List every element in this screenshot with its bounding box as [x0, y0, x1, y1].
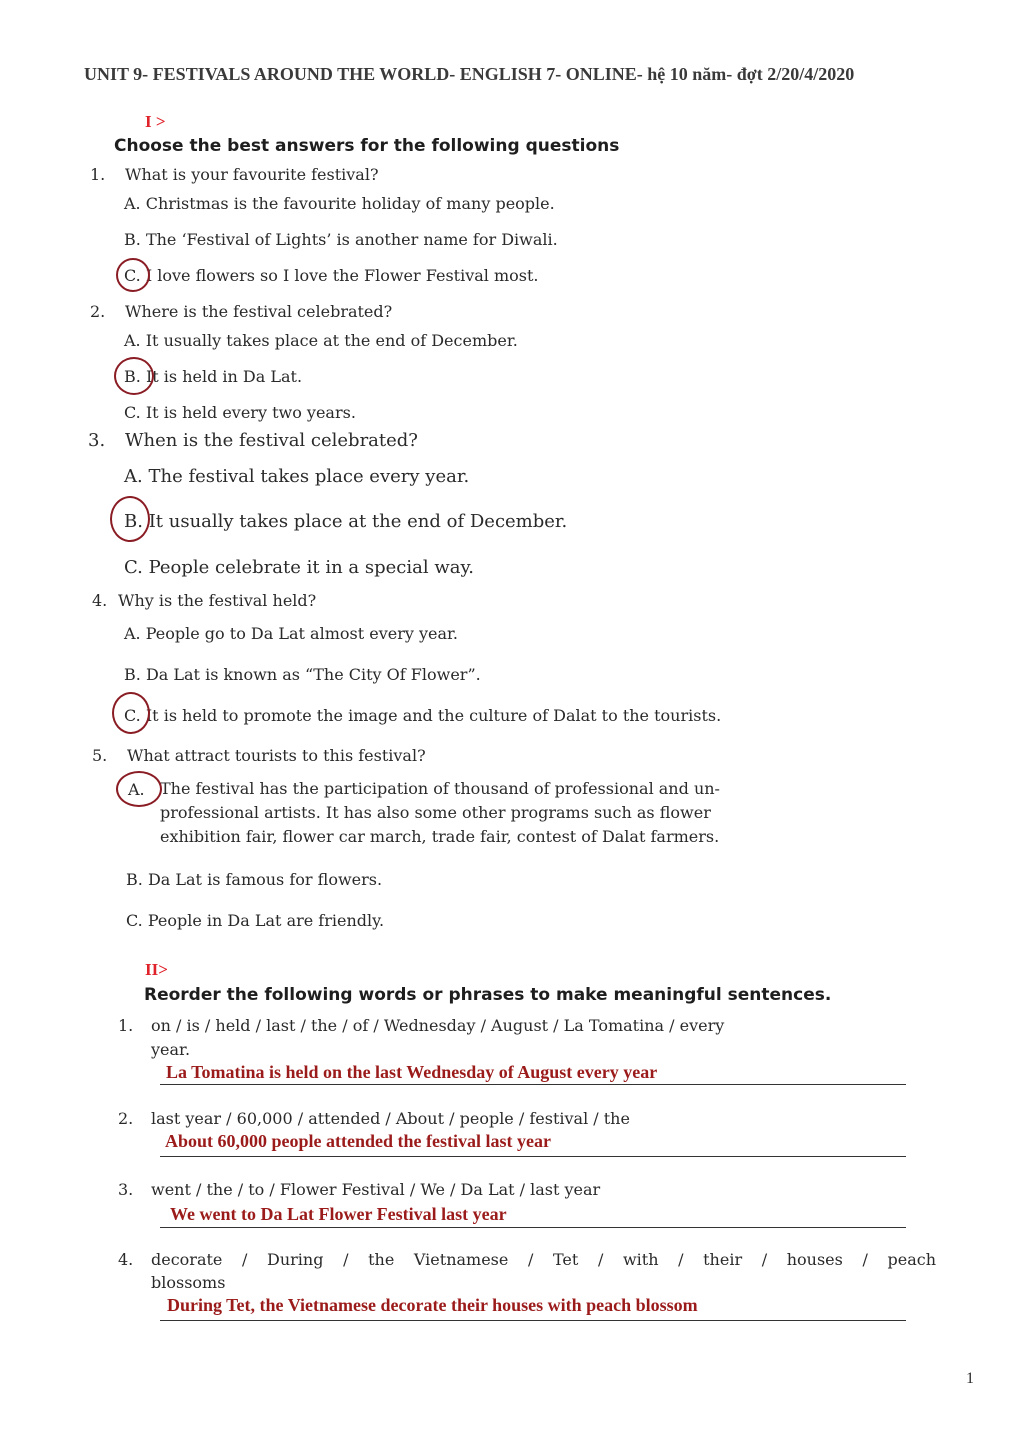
option-letter: A. [124, 194, 141, 213]
section-1-mark: I > [145, 112, 166, 131]
question-text: Where is the festival celebrated? [125, 302, 393, 321]
item-prompt: went / the / to / Flower Festival / We / Da Lat / last year [151, 1180, 601, 1199]
section-2-mark: II> [145, 960, 168, 979]
question-text: When is the festival celebrated? [125, 430, 418, 451]
option-b [126, 870, 382, 889]
answer-text: La Tomatina is held on the last Wednesday of August every year [166, 1062, 658, 1082]
question-number: 4. [92, 591, 108, 610]
question-number: 3. [88, 430, 106, 451]
item-prompt: year. [151, 1040, 191, 1059]
option-c [124, 557, 474, 578]
option-letter: B. [124, 230, 141, 249]
option-text: People go to Da Lat almost every year. [145, 624, 458, 643]
answer-text: About 60,000 people attended the festival last year [165, 1131, 551, 1151]
answer-line [160, 1227, 906, 1228]
option-letter: C. [124, 706, 141, 725]
question-text: Why is the festival held? [118, 591, 317, 610]
option-a [124, 194, 555, 213]
option-a [124, 624, 458, 643]
answer-text: During Tet, the Vietnamese decorate their houses with peach blossom [167, 1295, 698, 1315]
option-letter: B. [124, 511, 143, 532]
item-prompt: last year / 60,000 / attended / About / people / festival / the [151, 1109, 630, 1128]
option-text-line: The festival has the participation of thousand of professional and un- [160, 779, 720, 798]
option-a-text [160, 777, 910, 849]
item-prompt: blossoms [151, 1273, 226, 1292]
answer-line [160, 1320, 906, 1321]
page-number: 1 [966, 1370, 974, 1387]
question-number: 5. [92, 746, 108, 765]
selected-answer-circle [116, 258, 150, 292]
item-number: 3. [118, 1180, 134, 1199]
page-header: UNIT 9- FESTIVALS AROUND THE WORLD- ENGLISH 7- ONLINE- hệ 10 năm- đợt 2/20/4/2020 [84, 64, 855, 84]
option-text: It usually takes place at the end of December. [148, 511, 568, 532]
selected-answer-circle [110, 496, 150, 542]
question-text: What attract tourists to this festival? [127, 746, 426, 765]
option-text: The ‘Festival of Lights’ is another name for Diwali. [145, 230, 558, 249]
option-text: It is held to promote the image and the culture of Dalat to the tourists. [145, 706, 722, 725]
question-text: What is your favourite festival? [125, 165, 379, 184]
option-text: Da Lat is famous for flowers. [147, 870, 383, 889]
option-text: It usually takes place at the end of December. [145, 331, 518, 350]
question-number: 2. [90, 302, 106, 321]
option-b [124, 230, 558, 249]
option-text: It is held every two years. [145, 403, 356, 422]
option-letter: A. [124, 331, 141, 350]
option-c [124, 706, 721, 725]
option-letter: C. [126, 911, 143, 930]
option-text: The festival takes place every year. [148, 466, 470, 487]
answer-line [160, 1084, 906, 1085]
option-letter: B. [124, 665, 141, 684]
option-letter: C. [124, 557, 143, 578]
option-letter: C. [124, 266, 141, 285]
item-number: 1. [118, 1016, 134, 1035]
option-letter: A. [124, 466, 143, 487]
item-number: 4. [118, 1250, 134, 1269]
answer-text: We went to Da Lat Flower Festival last year [170, 1204, 507, 1224]
item-prompt: on / is / held / last / the / of / Wednesday / August / La Tomatina / every [151, 1016, 725, 1035]
section-2-title: Reorder the following words or phrases to make meaningful sentences. [144, 985, 832, 1005]
selected-answer-circle [116, 771, 162, 807]
item-prompt: decorate / During / the Vietnamese / Tet / with / their / houses / peach [151, 1250, 936, 1269]
option-text: Da Lat is known as “The City Of Flower”. [145, 665, 481, 684]
option-letter: A. [128, 780, 145, 799]
option-letter: A. [124, 624, 141, 643]
option-a [124, 466, 469, 487]
option-text: I love flowers so I love the Flower Festival most. [145, 266, 539, 285]
option-c [124, 403, 356, 422]
section-1-title: Choose the best answers for the following questions [114, 136, 620, 156]
option-letter: C. [124, 403, 141, 422]
option-c [124, 266, 539, 285]
selected-answer-circle [112, 692, 150, 734]
item-number: 2. [118, 1109, 134, 1128]
option-text: People celebrate it in a special way. [148, 557, 474, 578]
option-text-line: professional artists. It has also some other programs such as flower [160, 803, 711, 822]
question-number: 1. [90, 165, 106, 184]
selected-answer-circle [114, 357, 154, 395]
option-a [124, 331, 518, 350]
option-text-line: exhibition fair, flower car march, trade fair, contest of Dalat farmers. [160, 827, 720, 846]
option-text: People in Da Lat are friendly. [147, 911, 385, 930]
option-letter: B. [126, 870, 143, 889]
answer-line [160, 1156, 906, 1157]
option-b [124, 665, 481, 684]
option-letter: B. [124, 367, 141, 386]
option-b [124, 511, 567, 532]
option-c [126, 911, 384, 930]
option-text: Christmas is the favourite holiday of many people. [145, 194, 555, 213]
option-text: It is held in Da Lat. [145, 367, 303, 386]
